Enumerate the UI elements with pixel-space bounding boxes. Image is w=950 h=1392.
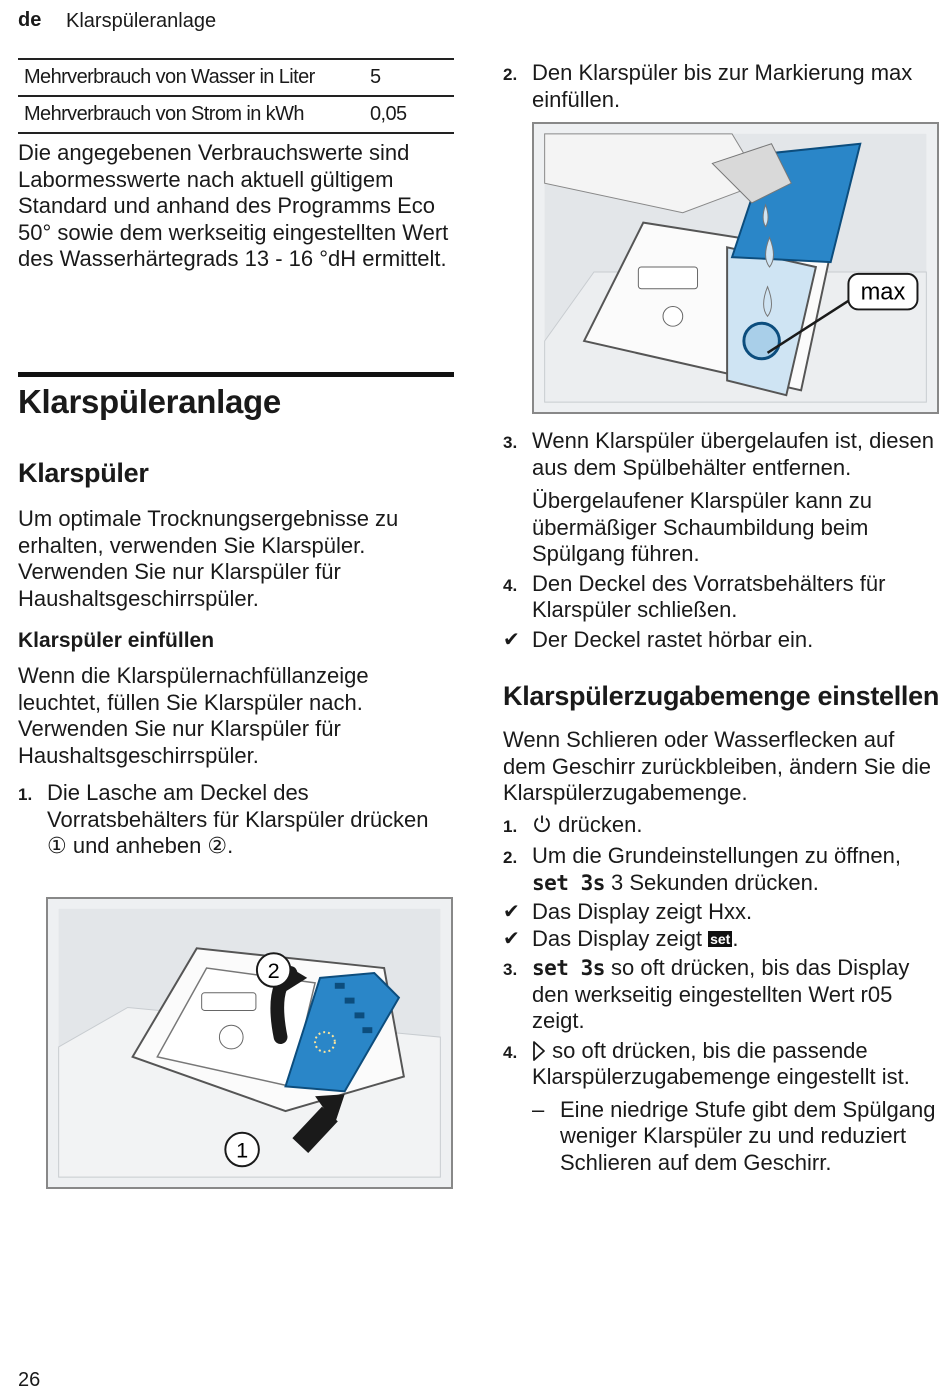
- step-number: 1.: [503, 816, 518, 836]
- dosage-step-2: [503, 843, 943, 896]
- step-text: Um die Grundeinstellungen zu öffnen,: [532, 843, 901, 868]
- rinse-aid-paragraph-1: Um optimale Trocknungsergebnisse zu erhalten, verwenden Sie Klarspüler.: [18, 506, 399, 558]
- page-number: 26: [18, 1369, 41, 1391]
- checkmark-icon: ✔: [503, 927, 520, 950]
- step-text: Wenn Klarspüler übergelaufen ist, diesen aus dem Spülbehälter entfernen.: [532, 428, 934, 480]
- step-number: 3.: [503, 960, 518, 979]
- result-text-end: .: [732, 925, 739, 951]
- step-number: 2.: [503, 65, 518, 84]
- next-icon: [532, 1040, 546, 1062]
- table-cell-value: 5: [370, 66, 381, 88]
- table-row: [18, 95, 454, 134]
- fill-heading: Klarspüler einfüllen: [18, 629, 215, 652]
- table-cell-value: 0,05: [370, 103, 407, 125]
- sub-text: Eine niedrige Stufe gibt dem Spülgang weniger Klarspüler zu und reduziert Schlieren auf dem Geschirr.: [560, 1096, 936, 1175]
- dosage-paragraph: Wenn Schlieren oder Wasserflecken auf dem Geschirr zurückbleiben, ändern Sie die Klarspülerzugabemenge.: [503, 727, 932, 805]
- step-text: drücken.: [558, 811, 643, 837]
- dosage-result-1: [503, 899, 943, 926]
- fill-result: [503, 627, 943, 654]
- figure-fill-max: [532, 122, 939, 414]
- dispenser-open-illustration: [48, 899, 451, 1187]
- fill-step-2: [503, 60, 943, 113]
- step-number: 1.: [18, 785, 33, 804]
- dosage-step-1: [503, 812, 943, 841]
- step-text: so oft drücken, bis das Display den werkseitig eingestellten Wert r05 zeigt.: [532, 955, 910, 1033]
- step-number: 3.: [503, 433, 518, 452]
- step-number: 4.: [503, 1042, 518, 1062]
- header-title: Klarspüleranlage: [66, 10, 217, 32]
- rinse-aid-section: [18, 458, 454, 860]
- figure-open-lid: [46, 897, 453, 1189]
- result-text: Das Display zeigt: [532, 925, 702, 951]
- step-number: 4.: [503, 575, 518, 595]
- set-3s-key-label: set 3s: [532, 956, 605, 980]
- callout-label-1: 1: [236, 1137, 249, 1163]
- fill-step-1: [18, 780, 454, 860]
- rinse-aid-paragraph-2: Verwenden Sie nur Klarspüler für Haushaltsgeschirrspüler.: [18, 559, 341, 611]
- fill-step-4: [503, 571, 943, 624]
- fill-paragraph-2: Verwenden Sie nur Klarspüler für Haushaltsgeschirrspüler.: [18, 716, 341, 768]
- callout-label-2: 2: [267, 957, 280, 983]
- dosage-step-4: [503, 1038, 943, 1091]
- intro-paragraph: Die angegebenen Verbrauchswerte sind Labormesswerte nach aktuell gültigem Standard und anhand des Programms Eco 50° sowie dem werkseitig eingestellten Wert des Wasserhärtegrads 13 - 16 °dH ermittelt.: [18, 140, 449, 271]
- fill-step-2-block: [503, 60, 943, 113]
- dispenser-fill-illustration: [534, 124, 937, 412]
- fill-steps-continued: [503, 428, 943, 1176]
- dosage-result-2: [503, 926, 943, 953]
- fill-paragraph-1: Wenn die Klarspülernachfüllanzeige leuchtet, füllen Sie Klarspüler nach.: [18, 663, 369, 715]
- step-3-note: Übergelaufener Klarspüler kann zu übermäßiger Schaumbildung beim Spülgang führen.: [532, 488, 872, 566]
- table-cell-label: Mehrverbrauch von Strom in kWh: [24, 103, 304, 125]
- table-cell-label: Mehrverbrauch von Wasser in Liter: [24, 66, 315, 88]
- dosage-step-3: [503, 955, 943, 1035]
- dash-bullet: –: [532, 1096, 545, 1122]
- section-title: Klarspüleranlage: [18, 372, 454, 421]
- table-row: [18, 58, 454, 95]
- result-text: Der Deckel rastet hörbar ein.: [532, 626, 814, 652]
- step-text: Die Lasche am Deckel des Vorratsbehälters für Klarspüler drücken ① und anheben ②.: [47, 780, 429, 858]
- step-text: so oft drücken, bis die passende Klarspülerzugabemenge eingestellt ist.: [532, 1037, 910, 1089]
- checkmark-icon: ✔: [503, 901, 520, 923]
- result-text: Das Display zeigt Hxx.: [532, 899, 753, 924]
- step-text: Den Klarspüler bis zur Markierung max einfüllen.: [532, 60, 913, 112]
- header-language: de: [18, 9, 42, 31]
- consumption-table: [18, 58, 454, 134]
- checkmark-icon: ✔: [503, 628, 520, 651]
- power-icon: [532, 814, 552, 834]
- dosage-heading: Klarspülerzugabemenge einstellen: [503, 681, 940, 711]
- dosage-step-4-sub: [532, 1097, 943, 1177]
- step-number: 2.: [503, 848, 518, 867]
- step-text: Den Deckel des Vorratsbehälters für Klarspüler schließen.: [532, 570, 886, 622]
- max-marker-label: max: [860, 279, 906, 306]
- set-3s-key-label: set 3s: [532, 870, 605, 895]
- step-text: 3 Sekunden drücken.: [610, 869, 819, 895]
- fill-step-3: [503, 428, 943, 481]
- rinse-aid-heading: Klarspüler: [18, 458, 149, 488]
- display-set-badge: set: [710, 930, 731, 947]
